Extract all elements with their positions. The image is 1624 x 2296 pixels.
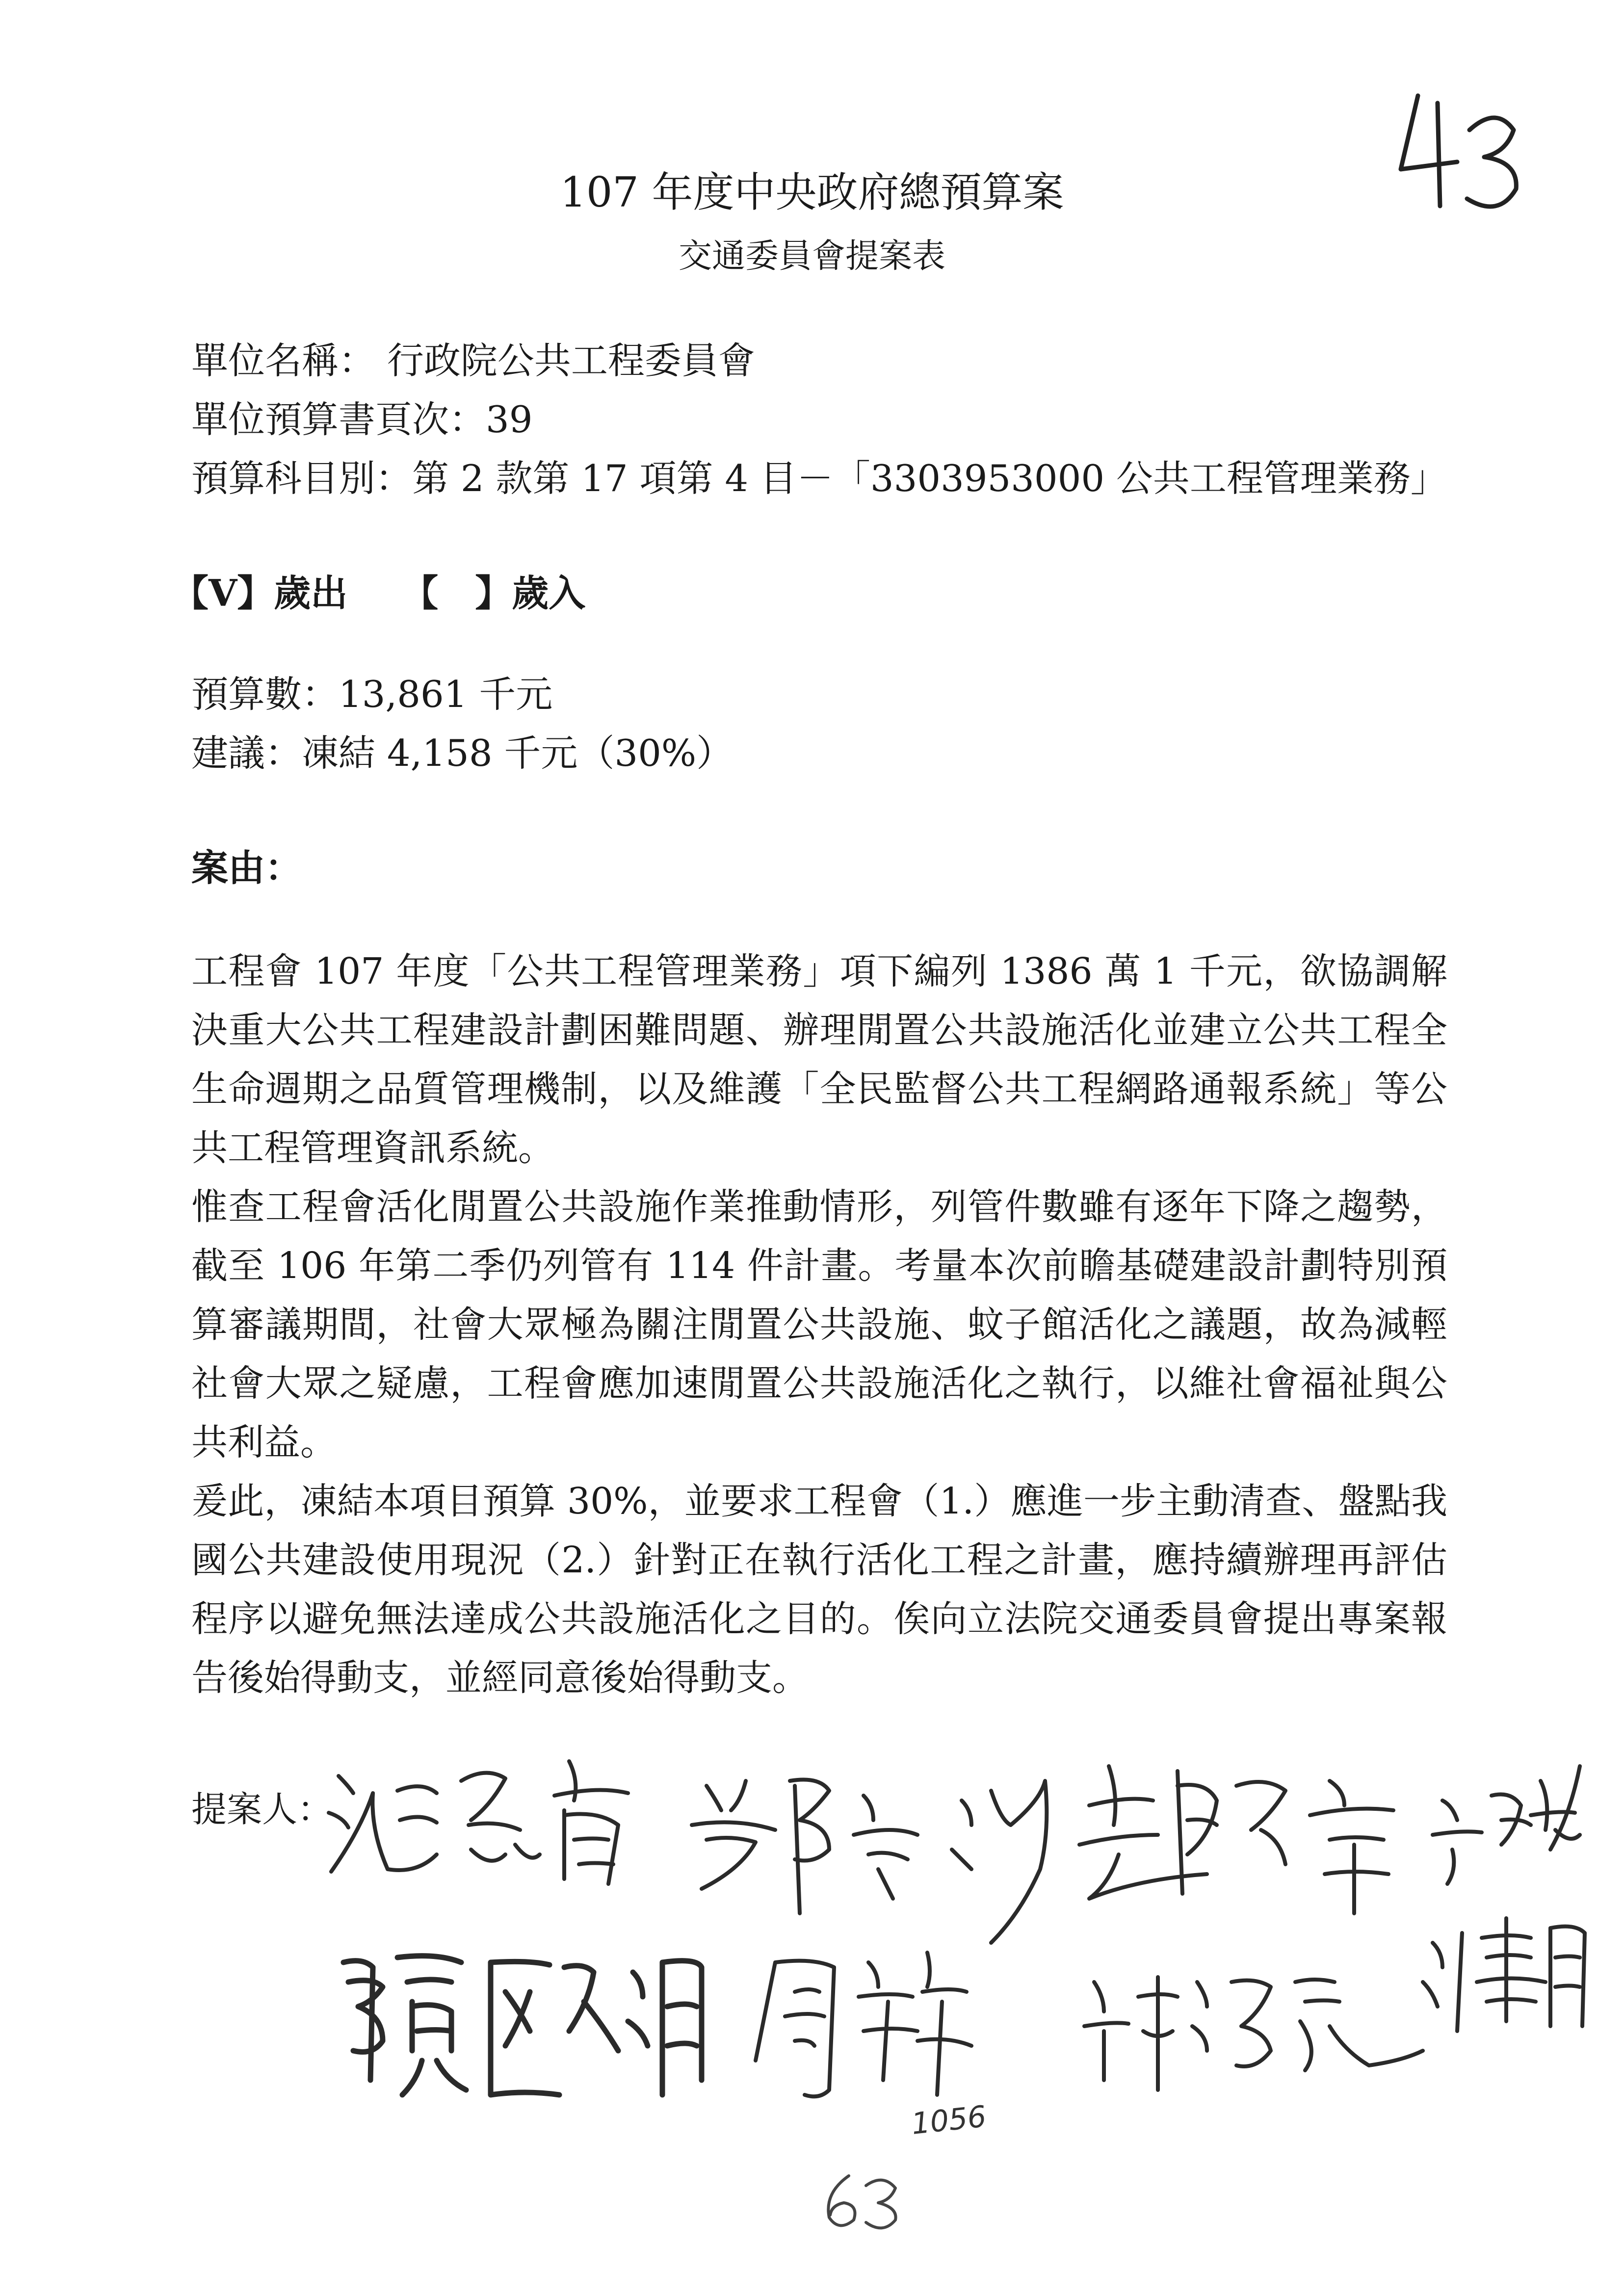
reason-paragraph: 工程會 107 年度「公共工程管理業務」項下編列 1386 萬 1 千元，欲協調解決重大公共工程建設計劃困難問題、辦理閒置公共設施活化並建立公共工程全生命週期之品質管理機制，以及維護「全民監督公共工程網路通報系統」等公共工程管理資訊系統。 bbox=[191, 950, 1447, 1169]
reason-paragraph: 惟查工程會活化閒置公共設施作業推動情形，列管件數雖有逐年下降之趨勢，截至 106 年第二季仍列管有 114 件計畫。考量本次前瞻基礎建設計劃特別預算審議期間，社會大眾極為關注閒置公共設施、蚊子館活化之議題，故為減輕社會大眾之疑慮，工程會應加速閒置公共設施活化之執行，以維社會福祉與公共利益。 bbox=[191, 1186, 1447, 1463]
signature-7 bbox=[1084, 1977, 1423, 2090]
signature-annotation: 1056 bbox=[910, 2099, 988, 2141]
document-subtitle: 交通委員會提案表 bbox=[678, 237, 945, 276]
signature-1 bbox=[329, 1761, 628, 1884]
proposer-signatures bbox=[275, 1707, 1619, 2149]
budget-amount: 預算數：13,861 千元 bbox=[191, 673, 553, 716]
budget-account: 預算科目別：第 2 款第 17 項第 4 目－「3303953000 公共工程管理業務」 bbox=[191, 457, 1447, 500]
signature-4 bbox=[1433, 1766, 1580, 1884]
reason-body bbox=[191, 942, 1447, 1707]
signature-3 bbox=[1079, 1766, 1393, 1913]
signature-8 bbox=[1423, 1918, 1585, 2031]
type-revenue: 【 】歲入 bbox=[401, 572, 586, 615]
type-expenditure: 【V】歲出 bbox=[172, 572, 348, 615]
signature-2 bbox=[692, 1780, 1047, 1943]
unit-budget-page: 單位預算書頁次：39 bbox=[191, 398, 533, 441]
reason-paragraph: 爰此，凍結本項目預算 30%，並要求工程會（1.）應進一步主動清查、盤點我國公共建設使用現況（2.）針對正在執行活化工程之計畫，應持續辦理再評估程序以避免無法達成公共設施活化之目的。俟向立法院交通委員會提出專案報告後始得動支，並經同意後始得動支。 bbox=[191, 1480, 1447, 1699]
signature-6 bbox=[756, 1953, 971, 2096]
document-title: 107 年度中央政府總預算案 bbox=[560, 168, 1064, 216]
proposer-label: 提案人： bbox=[191, 1789, 333, 1830]
signature-5 bbox=[343, 1956, 702, 2095]
handwritten-page-number-bottom bbox=[810, 2164, 908, 2237]
unit-name: 單位名稱： 行政院公共工程委員會 bbox=[191, 339, 755, 382]
suggestion: 建議：凍結 4,158 千元（30%） bbox=[191, 731, 733, 775]
reason-heading: 案由： bbox=[191, 846, 302, 889]
budget-type-row bbox=[172, 564, 585, 617]
